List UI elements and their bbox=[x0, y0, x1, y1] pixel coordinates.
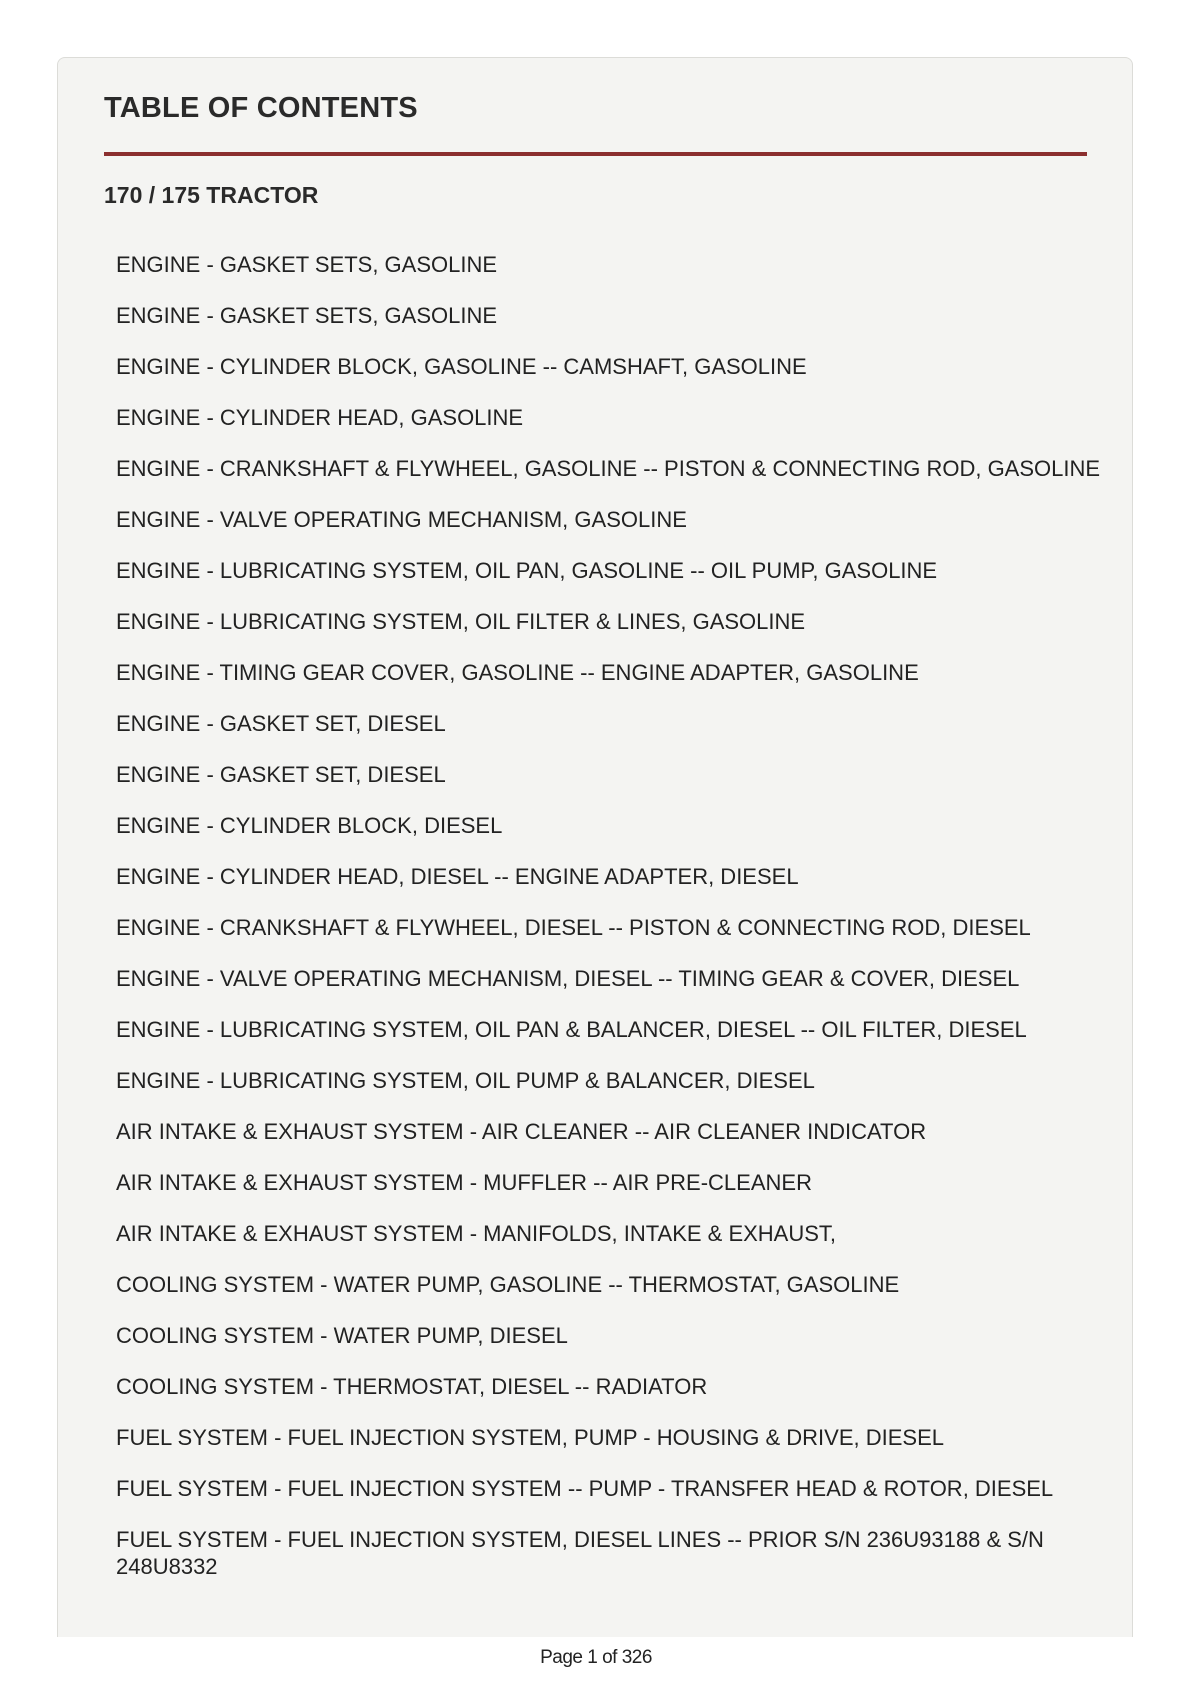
toc-entry[interactable]: ENGINE - VALVE OPERATING MECHANISM, DIESEL -- TIMING GEAR & COVER, DIESEL bbox=[116, 966, 1020, 991]
toc-entry[interactable]: COOLING SYSTEM - WATER PUMP, GASOLINE -- THERMOSTAT, GASOLINE bbox=[116, 1272, 900, 1297]
toc-entry[interactable]: ENGINE - GASKET SET, DIESEL bbox=[116, 762, 446, 787]
toc-entry[interactable]: ENGINE - GASKET SETS, GASOLINE bbox=[116, 303, 498, 328]
toc-entry[interactable]: AIR INTAKE & EXHAUST SYSTEM - MUFFLER -- AIR PRE-CLEANER bbox=[116, 1170, 812, 1195]
toc-entry[interactable]: COOLING SYSTEM - THERMOSTAT, DIESEL -- RADIATOR bbox=[116, 1374, 708, 1399]
toc-entry[interactable]: ENGINE - TIMING GEAR COVER, GASOLINE -- ENGINE ADAPTER, GASOLINE bbox=[116, 660, 919, 685]
toc-entry[interactable]: ENGINE - GASKET SETS, GASOLINE bbox=[116, 252, 498, 277]
toc-entry[interactable]: ENGINE - LUBRICATING SYSTEM, OIL PAN & BALANCER, DIESEL -- OIL FILTER, DIESEL bbox=[116, 1017, 1027, 1042]
page-title: TABLE OF CONTENTS bbox=[104, 92, 418, 124]
toc-entry[interactable]: ENGINE - CYLINDER BLOCK, DIESEL bbox=[116, 813, 503, 838]
toc-entry[interactable]: FUEL SYSTEM - FUEL INJECTION SYSTEM, DIESEL LINES -- PRIOR S/N 236U93188 & S/N 248U8332 bbox=[116, 1527, 1044, 1579]
toc-panel bbox=[57, 57, 1133, 1637]
toc-list bbox=[116, 251, 1146, 1604]
toc-entry[interactable]: AIR INTAKE & EXHAUST SYSTEM - AIR CLEANER -- AIR CLEANER INDICATOR bbox=[116, 1119, 927, 1144]
toc-entry[interactable]: ENGINE - GASKET SET, DIESEL bbox=[116, 711, 446, 736]
toc-entry[interactable]: FUEL SYSTEM - FUEL INJECTION SYSTEM, PUMP - HOUSING & DRIVE, DIESEL bbox=[116, 1425, 944, 1450]
toc-entry[interactable]: ENGINE - LUBRICATING SYSTEM, OIL FILTER & LINES, GASOLINE bbox=[116, 609, 806, 634]
toc-entry[interactable]: ENGINE - VALVE OPERATING MECHANISM, GASOLINE bbox=[116, 507, 687, 532]
toc-entry[interactable]: COOLING SYSTEM - WATER PUMP, DIESEL bbox=[116, 1323, 568, 1348]
toc-entry[interactable]: ENGINE - LUBRICATING SYSTEM, OIL PUMP & BALANCER, DIESEL bbox=[116, 1068, 815, 1093]
toc-entry[interactable]: AIR INTAKE & EXHAUST SYSTEM - MANIFOLDS, INTAKE & EXHAUST, bbox=[116, 1221, 837, 1246]
toc-entry[interactable]: ENGINE - LUBRICATING SYSTEM, OIL PAN, GASOLINE -- OIL PUMP, GASOLINE bbox=[116, 558, 938, 583]
toc-entry[interactable]: ENGINE - CYLINDER HEAD, GASOLINE bbox=[116, 405, 524, 430]
toc-entry[interactable]: ENGINE - CRANKSHAFT & FLYWHEEL, DIESEL -- PISTON & CONNECTING ROD, DIESEL bbox=[116, 915, 1031, 940]
toc-entry[interactable]: ENGINE - CYLINDER BLOCK, GASOLINE -- CAMSHAFT, GASOLINE bbox=[116, 354, 807, 379]
section-heading: 170 / 175 TRACTOR bbox=[104, 182, 319, 208]
toc-entry[interactable]: ENGINE - CRANKSHAFT & FLYWHEEL, GASOLINE -- PISTON & CONNECTING ROD, GASOLINE bbox=[116, 456, 1101, 481]
toc-entry[interactable]: ENGINE - CYLINDER HEAD, DIESEL -- ENGINE ADAPTER, DIESEL bbox=[116, 864, 799, 889]
toc-entry[interactable]: FUEL SYSTEM - FUEL INJECTION SYSTEM -- PUMP - TRANSFER HEAD & ROTOR, DIESEL bbox=[116, 1476, 1054, 1501]
page-counter: Page 1 of 326 bbox=[540, 1647, 652, 1668]
title-divider bbox=[104, 152, 1087, 156]
